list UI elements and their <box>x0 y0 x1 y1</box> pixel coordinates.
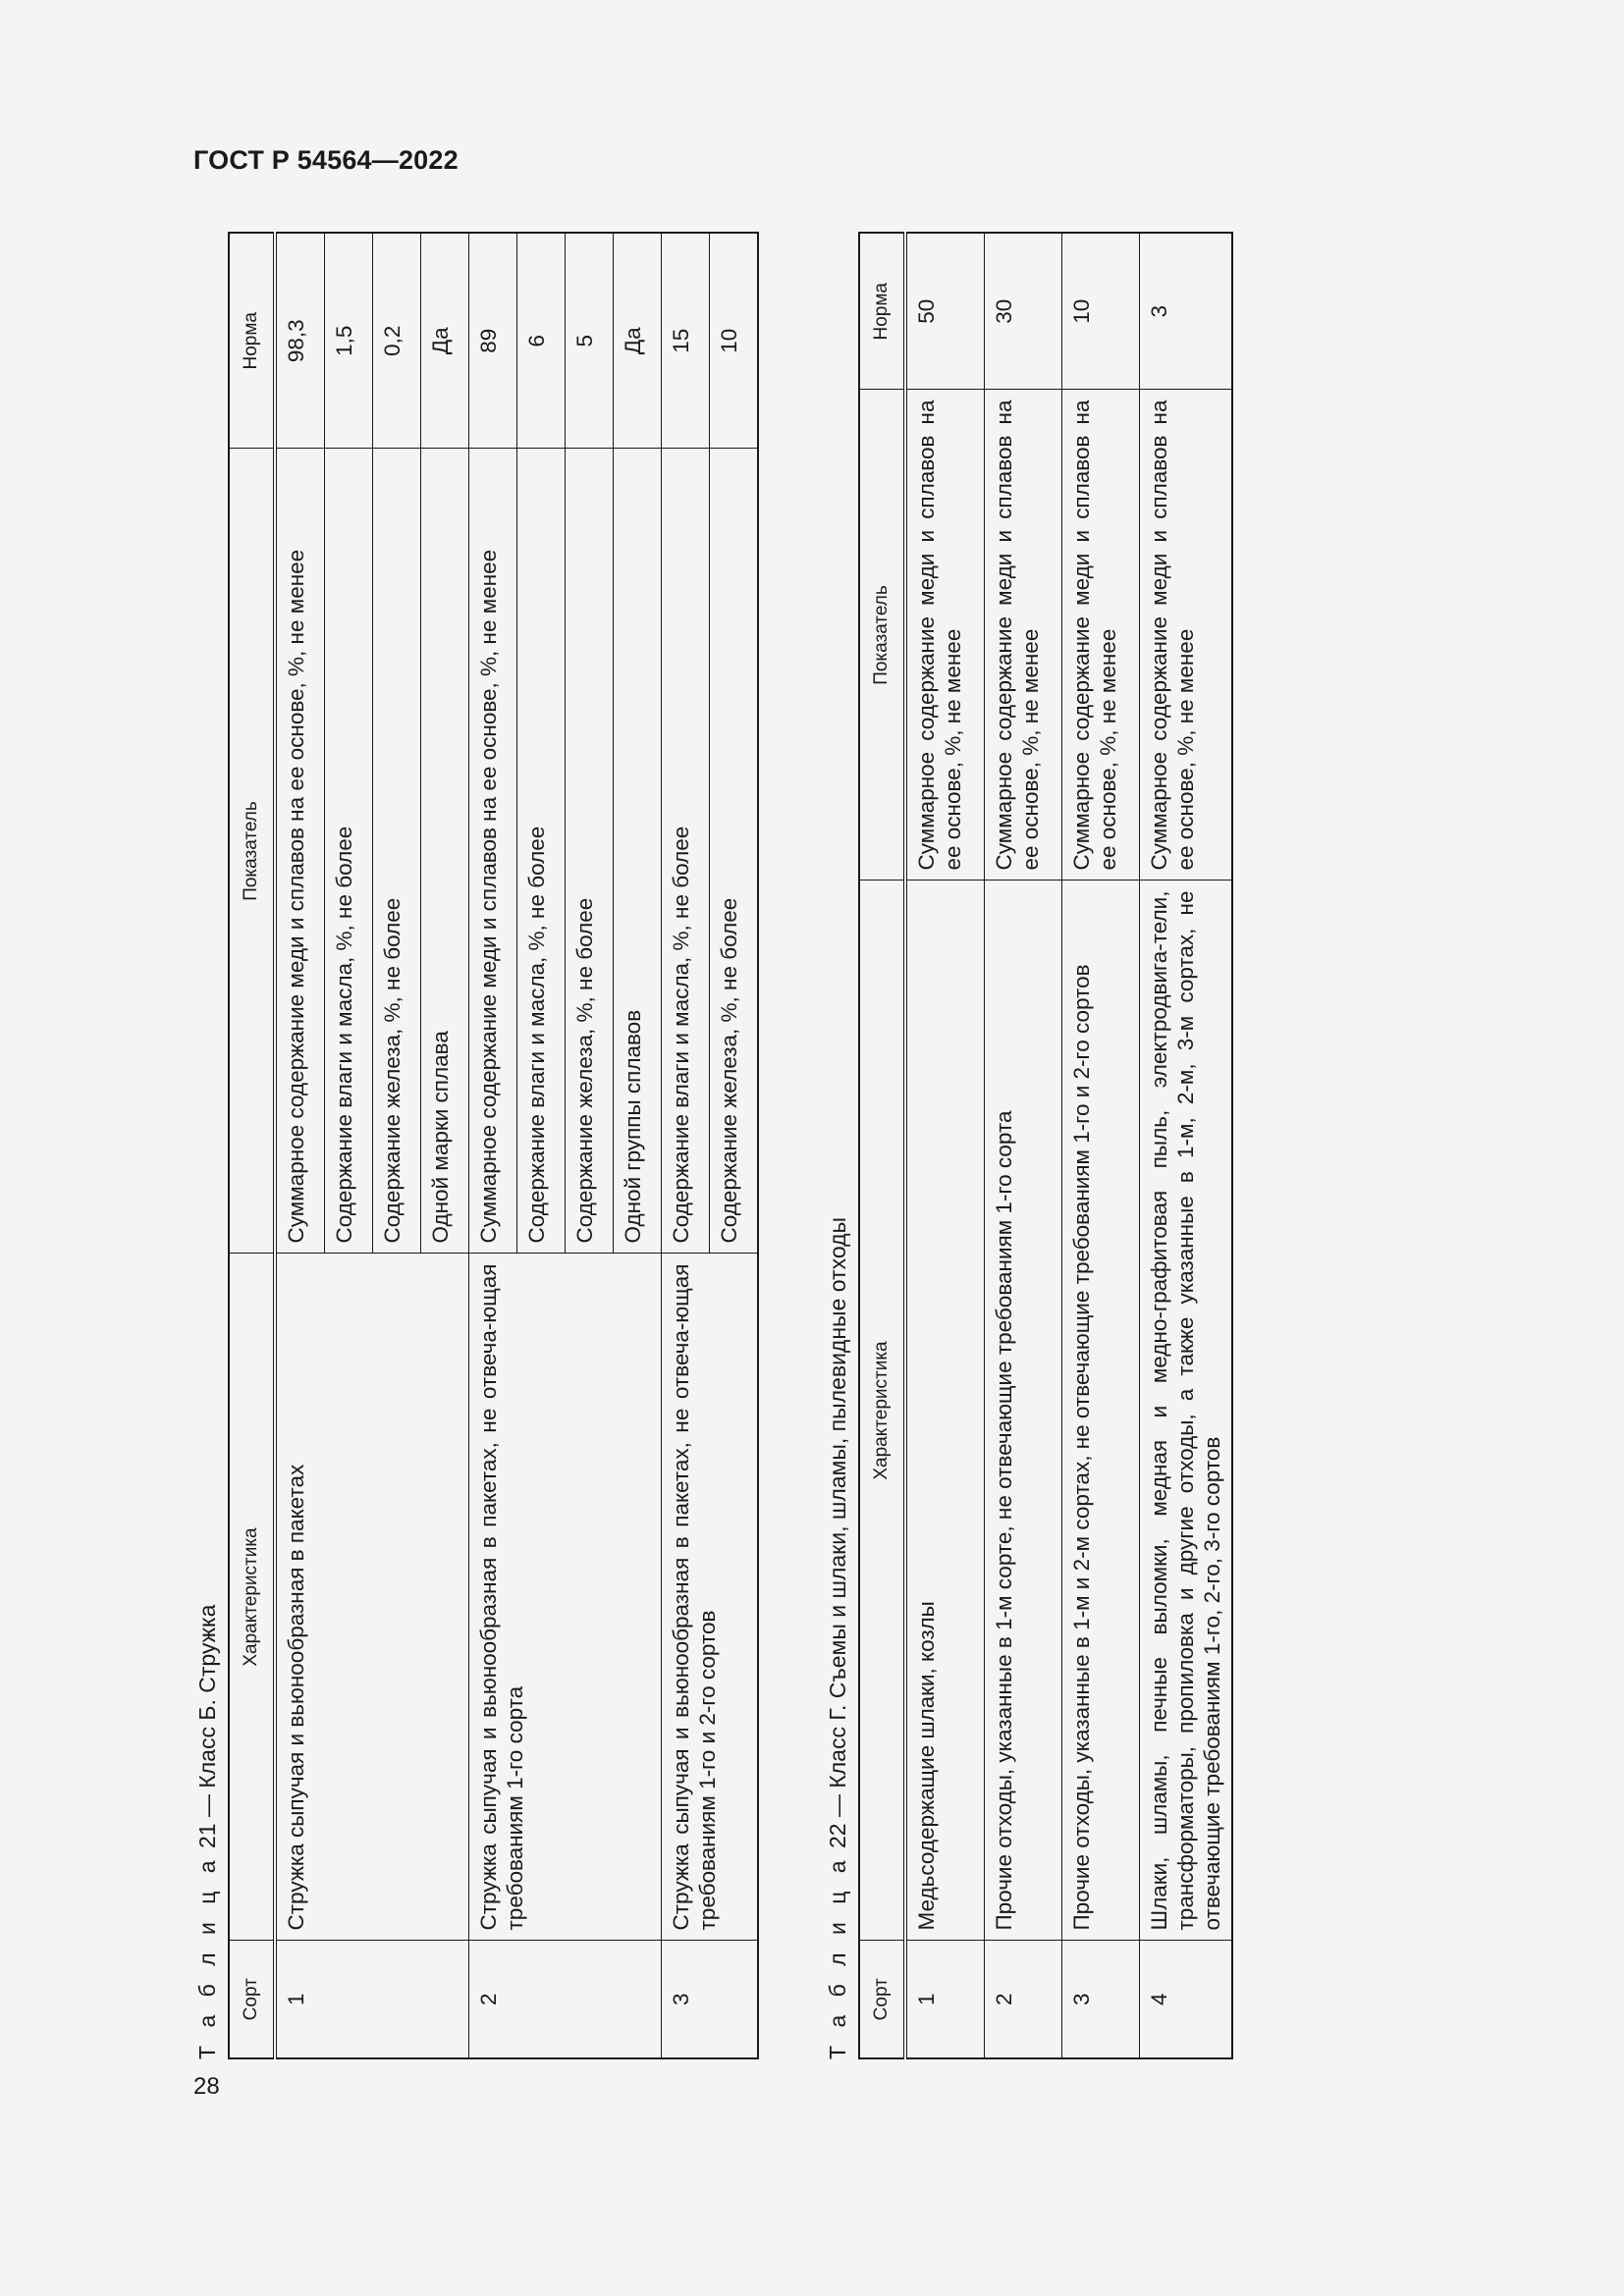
characteristic-cell: Прочие отходы, указанные в 1-м и 2-м сортах, не отвечающие требованиям 1-го и 2-го сортов <box>1062 881 1140 1941</box>
table-row <box>1140 233 1233 2058</box>
norm-cell: 1,5 <box>325 233 373 449</box>
header-sort: Сорт <box>229 1941 275 2058</box>
norm-cell: 5 <box>566 233 614 449</box>
sort-cell: 4 <box>1140 1941 1233 2058</box>
sort-cell: 2 <box>469 1941 662 2058</box>
document-header: ГОСТ Р 54564—2022 <box>193 145 459 175</box>
indicator-cell: Одной марки сплава <box>421 449 469 1254</box>
norm-cell: 10 <box>1062 233 1140 390</box>
indicator-cell: Одной группы сплавов <box>614 449 662 1254</box>
caption-text: 21 — Класс Б. Стружка <box>194 1604 220 1849</box>
indicator-cell: Содержание железа, %, не более <box>566 449 614 1254</box>
table-22-region <box>817 234 1269 2059</box>
sort-cell: 3 <box>1062 1941 1140 2058</box>
characteristic-cell: Стружка сыпучая и вьюнообразная в пакетах, не отвеча-ющая требованиям 1-го и 2-го сортов <box>662 1254 759 1941</box>
header-norm: Норма <box>229 233 275 449</box>
norm-cell: 6 <box>517 233 566 449</box>
norm-cell: 50 <box>905 233 985 390</box>
indicator-cell: Содержание железа, %, не более <box>710 449 759 1254</box>
indicator-cell: Суммарное содержание меди и сплавов на ее основе, %, не менее <box>985 390 1062 881</box>
header-characteristic: Характеристика <box>229 1254 275 1941</box>
table-22-caption <box>817 234 858 2059</box>
indicator-cell: Суммарное содержание меди и сплавов на ее основе, %, не менее <box>905 390 985 881</box>
norm-cell: Да <box>614 233 662 449</box>
characteristic-cell: Шлаки, шламы, печные выломки, медная и медно-графитовая пыль, электродвига-тели, трансформаторы, пропиловка и другие отходы, а также указанные в 1-м, 2-м, 3-м сортах, не отвечающие требованиям 1-го, 2-го, 3-го сортов <box>1140 881 1233 1941</box>
table-row <box>985 233 1062 2058</box>
caption-prefix: Т а б л и ц а <box>825 1854 850 2059</box>
norm-cell: 89 <box>469 233 517 449</box>
characteristic-cell: Стружка сыпучая и вьюнообразная в пакетах <box>275 1254 469 1941</box>
norm-cell: 10 <box>710 233 759 449</box>
table-21 <box>228 232 759 2059</box>
caption-prefix: Т а б л и ц а <box>194 1854 220 2059</box>
table-21-caption <box>187 234 228 2059</box>
header-indicator: Показатель <box>859 390 905 881</box>
indicator-cell: Содержание влаги и масла, %, не более <box>662 449 710 1254</box>
characteristic-cell: Медьсодержащие шлаки, козлы <box>905 881 985 1941</box>
norm-cell: 15 <box>662 233 710 449</box>
sort-cell: 2 <box>985 1941 1062 2058</box>
indicator-cell: Содержание влаги и масла, %, не более <box>325 449 373 1254</box>
characteristic-cell: Стружка сыпучая и вьюнообразная в пакетах, не отвеча-ющая требованиям 1-го сорта <box>469 1254 662 1941</box>
sort-cell: 3 <box>662 1941 759 2058</box>
header-norm: Норма <box>859 233 905 390</box>
table-row <box>905 233 985 2058</box>
characteristic-cell: Прочие отходы, указанные в 1-м сорте, не отвечающие требованиям 1-го сорта <box>985 881 1062 1941</box>
norm-cell: 3 <box>1140 233 1233 390</box>
table-row <box>1062 233 1140 2058</box>
header-characteristic: Характеристика <box>859 881 905 1941</box>
indicator-cell: Суммарное содержание меди и сплавов на ее основе, %, не менее <box>1140 390 1233 881</box>
sort-cell: 1 <box>905 1941 985 2058</box>
table-21-region <box>187 234 776 2059</box>
sort-cell: 1 <box>275 1941 469 2058</box>
norm-cell: 98,3 <box>275 233 325 449</box>
indicator-cell: Суммарное содержание меди и сплавов на ее основе, %, не менее <box>275 449 325 1254</box>
norm-cell: 30 <box>985 233 1062 390</box>
indicator-cell: Суммарное содержание меди и сплавов на ее основе, %, не менее <box>1062 390 1140 881</box>
norm-cell: 0,2 <box>373 233 421 449</box>
table-row <box>469 233 517 2058</box>
indicator-cell: Суммарное содержание меди и сплавов на ее основе, %, не менее <box>469 449 517 1254</box>
header-sort: Сорт <box>859 1941 905 2058</box>
indicator-cell: Содержание влаги и масла, %, не более <box>517 449 566 1254</box>
norm-cell: Да <box>421 233 469 449</box>
table-row <box>662 233 710 2058</box>
page-number: 28 <box>193 2073 220 2100</box>
table-22 <box>858 232 1233 2059</box>
header-indicator: Показатель <box>229 449 275 1254</box>
indicator-cell: Содержание железа, %, не более <box>373 449 421 1254</box>
table-row <box>275 233 325 2058</box>
caption-text: 22 — Класс Г. Съемы и шлаки, шламы, пылевидные отходы <box>825 1216 850 1849</box>
